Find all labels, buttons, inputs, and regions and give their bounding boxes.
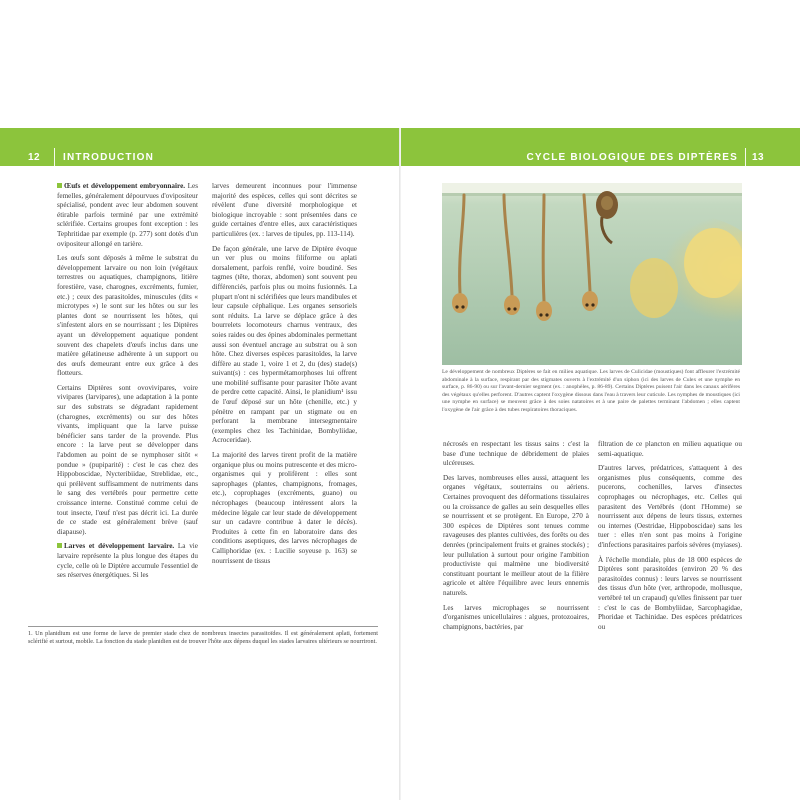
- paragraph: La majorité des larves tirent profit de la matière organique plus ou moins putrescente et des micro-organismes qui y prolifèrent : elles sont saprophages (plantes, champignons, fromages, etc.), coprophages (excréments, guano) ou nécrophages (beaucoup intéressent alors la médecine légale car leur stade de développement sur un cadavre contribue à dater le décès). Produites à cette fin en laboratoire dans des conditions aseptiques, des larves nécrophages de Calliphoridae (ex. : Lucilie soyeuse p. 163) se nourrissent de tissus: [212, 451, 357, 565]
- photo-illustration: [442, 183, 742, 365]
- paragraph: D'autres larves, prédatrices, s'attaquent à des organismes plus conséquents, comme des pucerons, cochenilles, larves d'insectes coprophages ou nécrophages, etc. Celles qui parasitent des Vertébrés (dont l'Homme) se nourrissent aux dépens de leurs tissus, externes ou internes (Oestridae, Hippoboscidae) sans les tuer : elles n'en sont pas moins à l'origine d'infections parasitaires parfois sévères (myiases).: [598, 464, 742, 549]
- right-column-2: [598, 440, 742, 637]
- paragraph: De façon générale, une larve de Diptère évoque un ver plus ou moins filiforme ou aplati dorsalement, parfois renflé, voire boudiné. Ses tagmes (tête, thorax, abdomen) sont souvent peu différenciés, parfois plus ou moins fusionnés. La plupart n'ont ni sclérifiées que leurs mandibules et leur capsule céphalique. Les organes sensoriels sont réduits. La larve se déplace grâce à des bourrelets locomoteurs charnus ventraux, des soies raides ou des épines abdominales permettant aussi son éventuel ancrage au substrat ou à son hôte. Chez diverses espèces parasitoïdes, la larve diffère au stade 1, voire 1 et 2, du (des) stade(s) suivant(s) : ces hypermétamorphoses lui offrent une mobilité suffisante pour parasiter l'hôte avant de perdre cette capacité. Ainsi, le planidium¹ issu de l'œuf déposé sur un hôte (chenille, etc.) y pénètre en rampant par un stigmate ou en perforant la membrane intersegmentaire (exemples chez les Tachinidae, Bombyliidae, Acroceridae).: [212, 244, 357, 445]
- right-column-1: [443, 440, 589, 637]
- paragraph: Des larves, nombreuses elles aussi, attaquent les organes végétaux, souterrains ou aériens. Certaines provoquent des déformations tissulaires ou la croissance de galles au sein desquelles elles se nourrissent et se protègent. En Europe, 270 à 300 espèces de Diptères sont tenues comme ravageuses des plantes cultivées, des forêts ou des denrées (principalement fruits et graines stockés) ; leur pullulation à surtout pour origine l'ambition productiviste qui malmène une biodiversité constituant pourtant le meilleur atout de la filière agricole et altère l'équilibre avec leurs ennemis naturels.: [443, 473, 589, 597]
- mosquito-larvae-photo: [442, 183, 742, 365]
- footnote: 1. Un planidium est une forme de larve de premier stade chez de nombreux insectes parasitoïdes. Il est généralement aplati, fortement sclérifié et surtout, mobile. La fonction du stade planidien est de trouver l'hôte aux dépens duquel les stades larvaires ultérieurs se nourriront.: [28, 626, 378, 647]
- right-running-title: CYCLE BIOLOGIQUE DES DIPTÈRES: [526, 152, 738, 163]
- header-separator: [745, 148, 746, 166]
- photo-caption: Le développement de nombreux Diptères se fait en milieu aquatique. Les larves de Culicidae (moustiques) font affleurer l'extrémité abdominale à la surface, respirant par des stigmates ouverts à l'extrémité d'un siphon (ici des larves de Culex et une nymphe en surface, p. 86-90) ou sur l'avant-dernier segment (ex. : anophèles, p. 86-89). Certains Diptères puisent l'air dans les canaux aérifères des végétaux qu'elles perforent. D'autres captent l'oxygène dissous dans l'eau à travers leur cuticule. Les nymphes de moustiques (ici une nymphe en surface) se meuvent grâce à des soies natatoires et à une paire de palettes terminant l'abdomen ; elles captent l'oxygène de l'air grâce à des tubes respiratoires thoraciques.: [442, 369, 740, 413]
- paragraph: nécrosés en respectant les tissus sains : c'est la base d'une technique de débridement de plaies ulcéreuses.: [443, 440, 589, 468]
- paragraph: filtration de ce plancton en milieu aquatique ou semi-aquatique.: [598, 440, 742, 458]
- left-column-1: [57, 182, 198, 586]
- header-separator: [54, 148, 55, 166]
- section-heading: Larves et développement larvaire.: [64, 542, 175, 551]
- paragraph: larves demeurent inconnues pour l'immense majorité des espèces, celles qui sont décrites se révèlent d'une diversité morphologique et biologique incroyable : sont présentées dans ce guide certaines d'entre elles, aux caractéristiques particulières (ex. : larves de tipules, pp. 113-114).: [212, 182, 357, 238]
- left-page-number: 12: [28, 152, 41, 163]
- section-heading: Œufs et développement embryonnaire.: [64, 182, 186, 190]
- paragraph: [57, 542, 198, 580]
- paragraph: À l'échelle mondiale, plus de 18 000 espèces de Diptères sont parasitoïdes (environ 20 % des parasitoïdes connus) : leurs larves se nourrissent des tissus d'un hôte (ver, arthropode, mollusque, vertébré tel un crapaud) qu'elles finissent par tuer : c'est le cas de Bombyliidae, Sarcophagidae, Phoridae et Tachinidae. Des espèces prédatrices ou: [598, 555, 742, 631]
- book-gutter: [399, 128, 401, 800]
- section-bullet-icon: [57, 543, 62, 548]
- paragraph: Les œufs sont déposés à même le substrat du développement larvaire ou non loin (végétaux terrestres ou aquatiques, champignons, litière forestière, vase, charognes, excréments, fumier, etc.) ; ceux des parasitoïdes, minuscules (dits « microtypes ») le sont sur les hôtes ou sur les plantes dont se nourrissent les hôtes, qui s'infestent alors en se nourrissant ; les Diptères ayant un développement aquatique pondent souvent des chapelets d'œufs inclus dans une matière gélatineuse adhérente à un support ou des œufs demeurant entre eux grâce à des flotteurs.: [57, 254, 198, 378]
- right-page-number: 13: [752, 152, 765, 163]
- paragraph: Les larves microphages se nourrissent d'organismes unicellulaires : algues, protozoaires, champignons, bactéries, par: [443, 603, 589, 631]
- left-column-2: [212, 182, 357, 571]
- paragraph-text: La vie larvaire représente la plus longue des étapes du cycle, celle où le Diptère accumule l'essentiel de ses réserves énergétiques. Si les: [57, 542, 198, 580]
- paragraph: Certains Diptères sont ovovivipares, voire vivipares (larvipares), une adaptation à la ponte sur des substrats se dégradant rapidement (charognes, excréments) ou sur des hôtes vivants, impliquant que la larve puisse bénéficier sans tarder de la provende. Plus encore : la larve peut se développer dans l'abdomen au point de se nymphoser sitôt « pondue » (pupiparité) : c'est le cas chez des Hippoboscidae, Nycteribiidae, Streblidae, etc., qui prélèvent suffisamment de nutriments dans le sang des vertébrés pour permettre cette croissance interne. Constitué comme celui de tout insecte, l'œuf n'est pas décrit ici. La durée de ce stade est généralement brève (sauf diapause).: [57, 383, 198, 536]
- paragraph-text: Les femelles, généralement dépourvues d'ovipositeur spécialisé, pondent avec leur abdomen souvent étirable parfois terminé par une extrémité sclérifiée. Certains groupes font exception : les Tephritidae par exemple (p. 277) sont dotés d'un ovipositeur allongé en tarière.: [57, 182, 199, 248]
- paragraph: [57, 182, 198, 249]
- section-bullet-icon: [57, 183, 62, 188]
- left-running-title: INTRODUCTION: [63, 152, 155, 163]
